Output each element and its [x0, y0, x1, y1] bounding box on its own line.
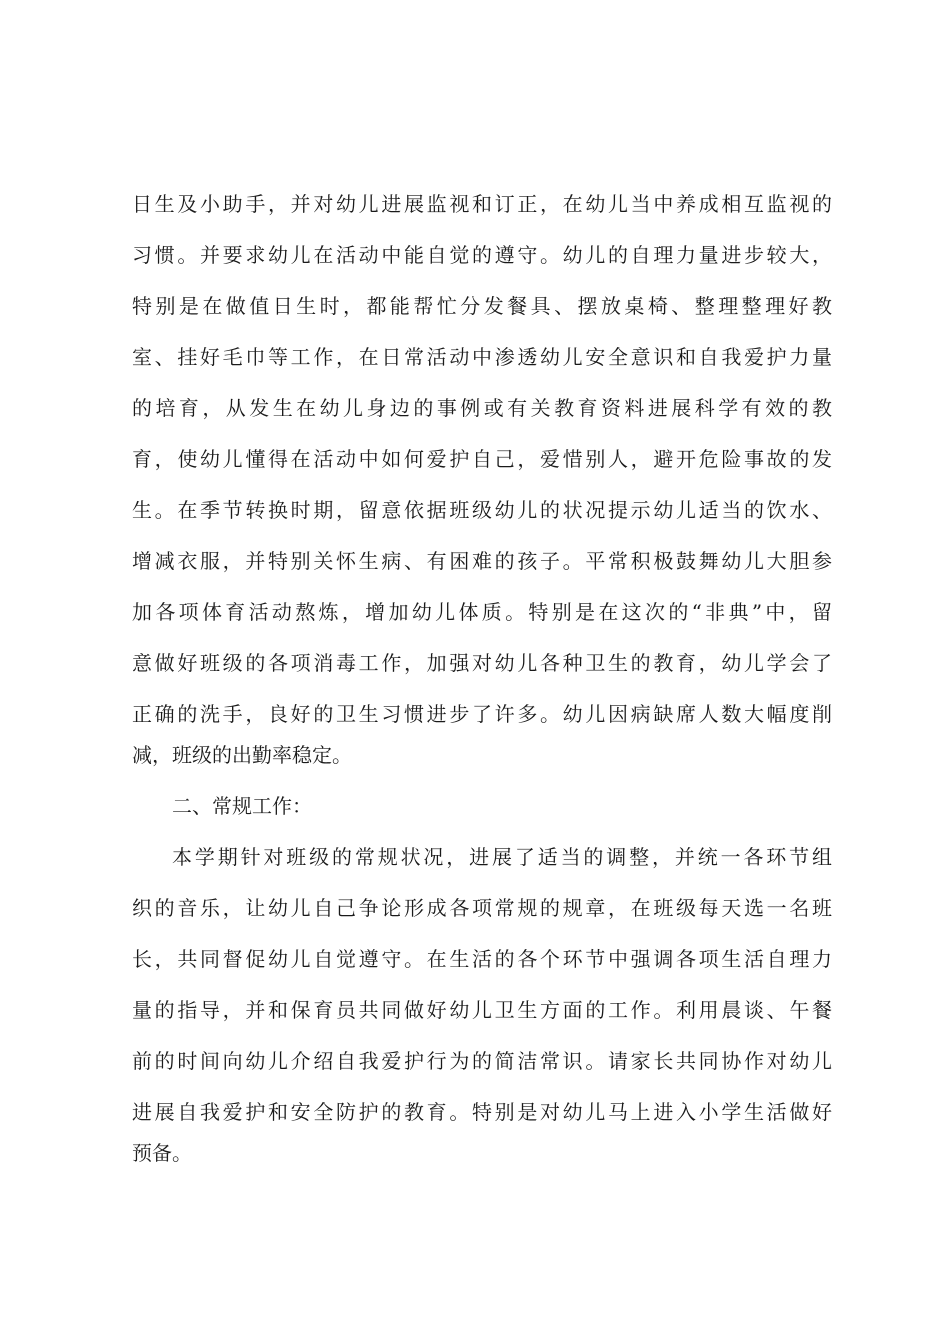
text-line: 前的时间向幼儿介绍自我爱护行为的简洁常识。请家长共同协作对幼儿 [132, 1049, 832, 1073]
text-line: 减，班级的出勤率稳定。 [132, 743, 352, 767]
section-heading: 二、常规工作： [172, 794, 312, 818]
text-line: 习惯。并要求幼儿在活动中能自觉的遵守。幼儿的自理力量进步较大， [132, 243, 832, 267]
text-line: 量的指导，并和保育员共同做好幼儿卫生方面的工作。利用晨谈、午餐 [132, 998, 832, 1022]
text-line: 意做好班级的各项消毒工作，加强对幼儿各种卫生的教育，幼儿学会了 [132, 651, 832, 675]
text-line: 的培育，从发生在幼儿身边的事例或有关教育资料进展科学有效的教 [132, 396, 832, 420]
text-line: 织的音乐，让幼儿自己争论形成各项常规的规章，在班级每天选一名班 [132, 896, 832, 920]
text-line: 正确的洗手，良好的卫生习惯进步了许多。幼儿因病缺席人数大幅度削 [132, 702, 832, 726]
text-line: 预备。 [132, 1141, 192, 1165]
text-line: 进展自我爱护和安全防护的教育。特别是对幼儿马上进入小学生活做好 [132, 1100, 832, 1124]
text-line: 加各项体育活动熬炼，增加幼儿体质。特别是在这次的“非典”中，留 [132, 600, 832, 624]
text-line: 增减衣服，并特别关怀生病、有困难的孩子。平常积极鼓舞幼儿大胆参 [132, 549, 832, 573]
text-line: 生。在季节转换时期，留意依据班级幼儿的状况提示幼儿适当的饮水、 [132, 498, 832, 522]
text-line: 日生及小助手，并对幼儿进展监视和订正，在幼儿当中养成相互监视的 [132, 192, 832, 216]
text-line: 长，共同督促幼儿自觉遵守。在生活的各个环节中强调各项生活自理力 [132, 947, 832, 971]
text-line: 本学期针对班级的常规状况，进展了适当的调整，并统一各环节组 [172, 845, 832, 869]
text-line: 育，使幼儿懂得在活动中如何爱护自己，爱惜别人，避开危险事故的发 [132, 447, 832, 471]
text-line: 特别是在做值日生时，都能帮忙分发餐具、摆放桌椅、整理整理好教 [132, 294, 832, 318]
text-line: 室、挂好毛巾等工作，在日常活动中渗透幼儿安全意识和自我爱护力量 [132, 345, 832, 369]
